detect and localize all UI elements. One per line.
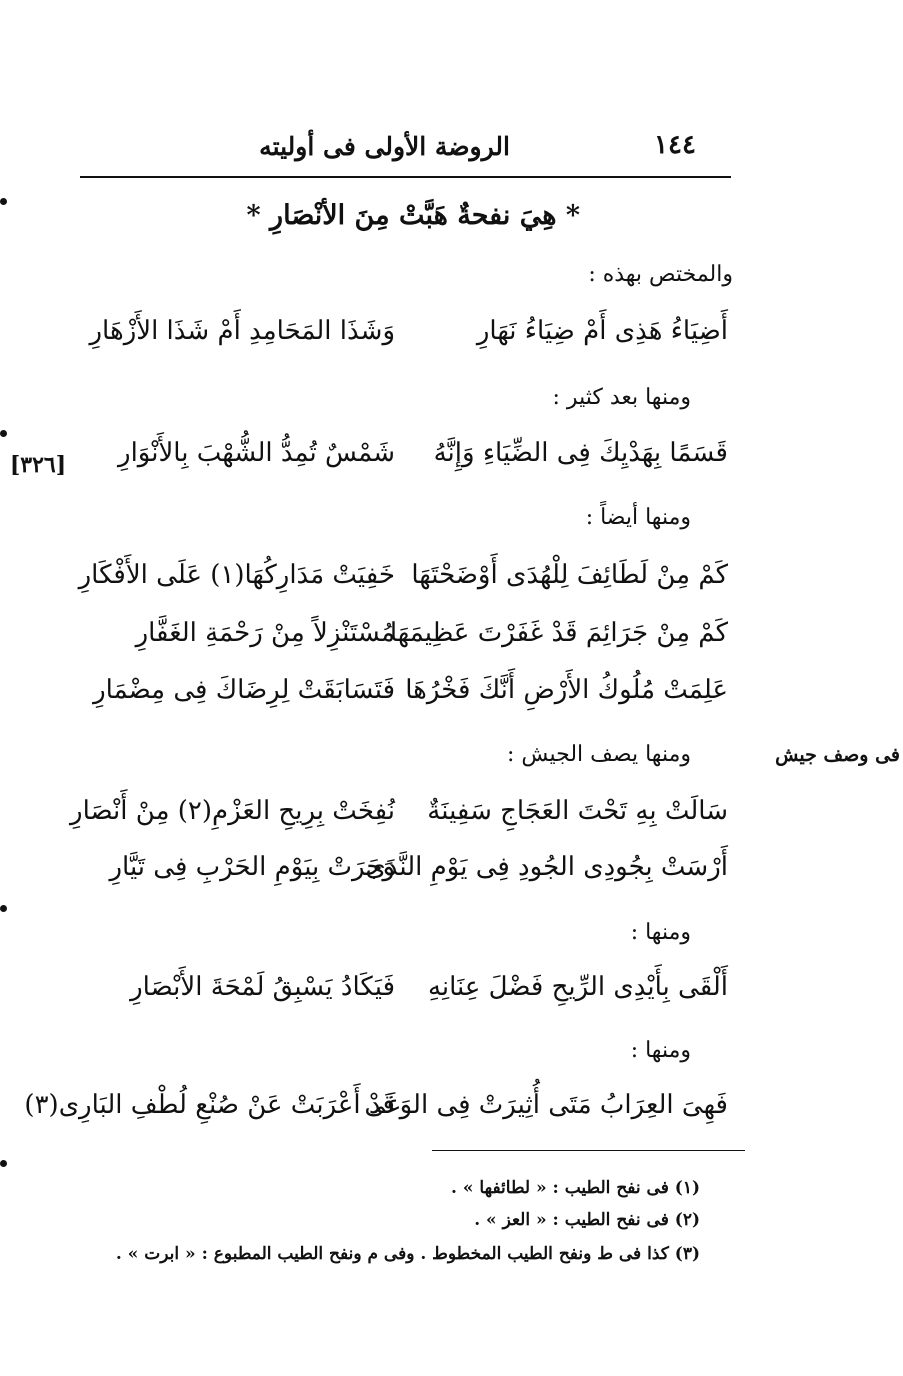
verse-first-hemistich: عَلِمَتْ مُلُوكُ الأَرْضِ أَنَّكَ فَخْرُهَا [405, 675, 728, 705]
verse-second-hemistich: قَدْ أَعْرَبَتْ عَنْ صُنْعِ لُطْفِ البَارِى(٣) [24, 1090, 395, 1120]
intro-line: ومنها : [630, 1038, 691, 1063]
verse-second-hemistich: وَشَذَا المَحَامِدِ أَمْ شَذَا الأَزْهَارِ [89, 316, 395, 346]
verse-first-hemistich: فَهِىَ العِرَابُ مَتَى أُثِيرَتْ فِى الوَغَى [364, 1090, 728, 1120]
verse-second-hemistich: وَجَرَتْ بِيَوْمِ الحَرْبِ فِى تَيَّارِ [109, 852, 395, 882]
running-header-title: الروضة الأولى فى أوليته [259, 132, 510, 161]
intro-line: والمختص بهذه : [588, 262, 733, 287]
verse-second-hemistich: شَمْسٌ تُمِدُّ الشُّهْبَ بِالأَنْوَارِ [118, 438, 395, 468]
page-number: ١٤٤ [654, 130, 696, 160]
verse-second-hemistich: فَتَسَابَقَتْ لِرِضَاكَ فِى مِضْمَارِ [93, 675, 395, 705]
verse-first-hemistich: سَالَتْ بِهِ تَحْتَ العَجَاجِ سَفِينَةٌ [427, 796, 728, 826]
intro-line: ومنها يصف الجيش : [507, 742, 691, 767]
intro-line: ومنها : [630, 920, 691, 945]
verse-second-hemistich: فَيَكَادُ يَسْبِقُ لَمْحَةَ الأَبْصَارِ [130, 972, 395, 1002]
verse-first-hemistich: كَمْ مِنْ لَطَائِفَ لِلْهُدَى أَوْضَحْتَهَا [411, 560, 728, 590]
intro-line: ومنها بعد كثير : [552, 385, 691, 410]
scan-speck [0, 198, 7, 205]
scan-speck [0, 430, 7, 437]
footnote: (١) فى نفح الطيب : « لطائفها » . [451, 1178, 700, 1198]
verse-first-hemistich: أَرْسَتْ بِجُودِى الجُودِ فِى يَوْمِ النَّدَى [365, 852, 728, 882]
verse-first-hemistich: أَضِيَاءُ هَذِى أَمْ ضِيَاءُ نَهَارِ [476, 316, 728, 346]
scan-speck [0, 1160, 7, 1167]
margin-folio-reference: [٣٢٦] [9, 452, 67, 478]
footnote: (٣) كذا فى ط ونفح الطيب المخطوط . وفى م ونفح الطيب المطبوع : « ابرت » . [115, 1244, 700, 1264]
verse-first-hemistich: أَلْقَى بِأَيْدِى الرِّيحِ فَضْلَ عِنَانِهِ [427, 972, 728, 1002]
verse-second-hemistich: خَفِيَتْ مَدَارِكُهَا(١) عَلَى الأَفْكَارِ [78, 560, 395, 590]
header-rule [80, 176, 731, 178]
footnote: (٢) فى نفح الطيب : « العز » . [474, 1210, 700, 1230]
margin-note: فى وصف جيش [775, 744, 900, 766]
verse-first-hemistich: كَمْ مِنْ جَرَائِمَ قَدْ غَفَرْتَ عَظِيمَهَا [389, 618, 728, 648]
scan-speck [0, 905, 7, 912]
section-title: * هِيَ نفحةٌ هَبَّتْ مِنَ الأنْصَارِ * [246, 200, 580, 231]
verse-second-hemistich: نُفِخَتْ بِرِيحِ العَزْمِ(٢) مِنْ أَنْصَارِ [70, 796, 395, 826]
footnote-rule [432, 1150, 745, 1151]
verse-first-hemistich: قَسَمًا بِهَدْيِكَ فِى الضِّيَاءِ وَإِنَّهُ [433, 438, 728, 468]
intro-line: ومنها أيضاً : [585, 505, 691, 530]
verse-second-hemistich: مُسْتَنْزِلاً مِنْ رَحْمَةِ الغَفَّارِ [135, 618, 395, 648]
